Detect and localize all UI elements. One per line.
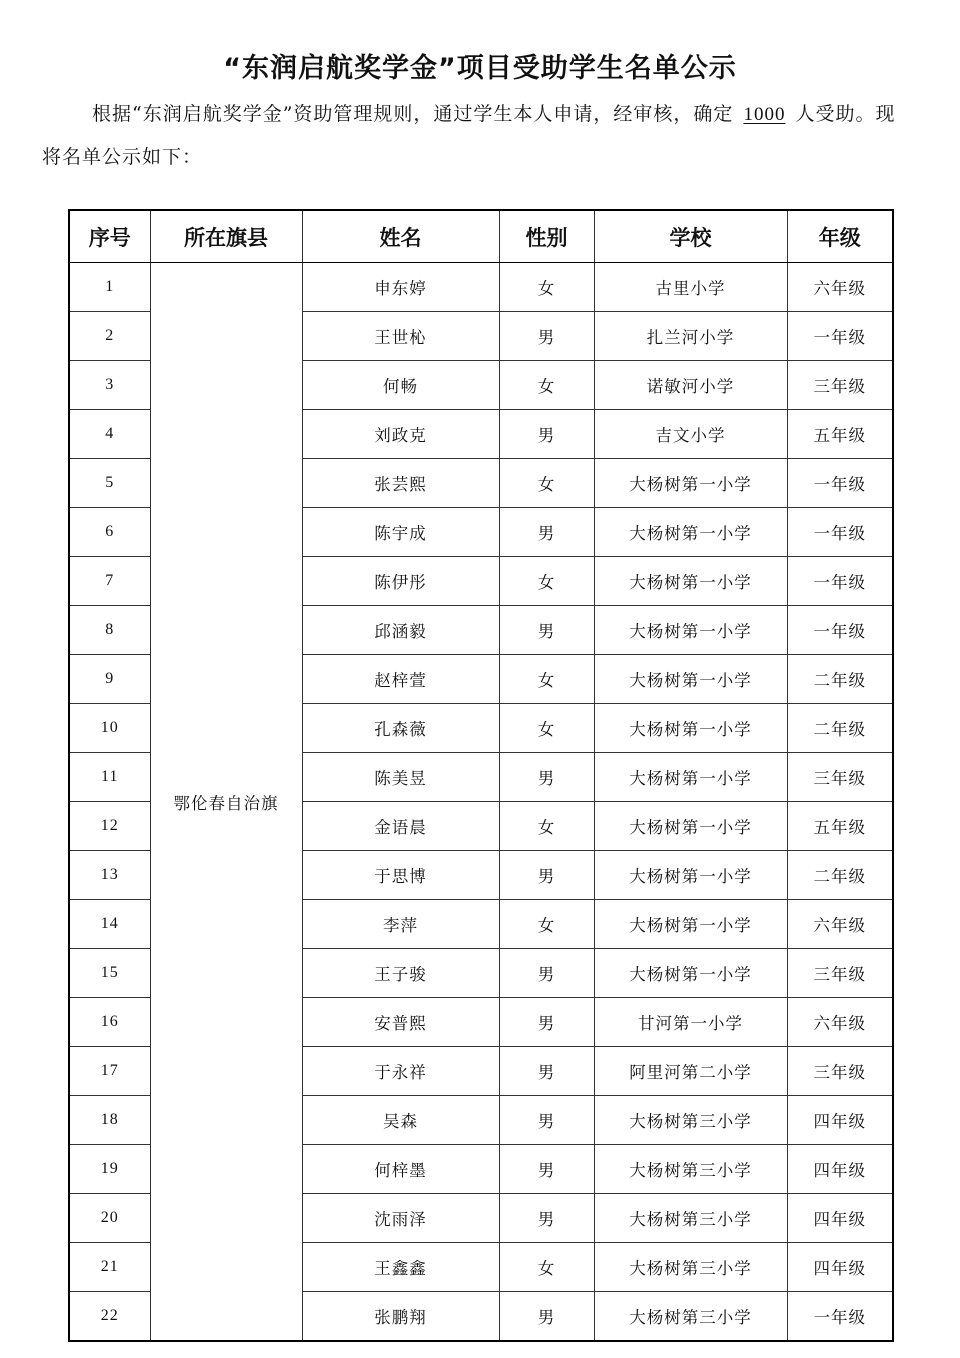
- cell-name: 申东婷: [302, 263, 499, 312]
- cell-seq: 8: [69, 606, 150, 655]
- cell-gender: 男: [499, 998, 594, 1047]
- cell-county: 鄂伦春自治旗: [150, 263, 302, 1342]
- cell-gender: 女: [499, 459, 594, 508]
- cell-grade: 四年级: [787, 1096, 893, 1145]
- cell-name: 于永祥: [302, 1047, 499, 1096]
- cell-gender: 女: [499, 1243, 594, 1292]
- cell-name: 于思博: [302, 851, 499, 900]
- table-header-row: [69, 210, 893, 263]
- cell-school: 大杨树第三小学: [594, 1292, 787, 1342]
- cell-gender: 男: [499, 1096, 594, 1145]
- cell-name: 赵梓萱: [302, 655, 499, 704]
- cell-seq: 19: [69, 1145, 150, 1194]
- page-title: “东润启航奖学金”项目受助学生名单公示: [223, 53, 737, 84]
- cell-name: 沈雨泽: [302, 1194, 499, 1243]
- cell-grade: 五年级: [787, 802, 893, 851]
- cell-gender: 女: [499, 263, 594, 312]
- cell-grade: 四年级: [787, 1243, 893, 1292]
- cell-gender: 女: [499, 802, 594, 851]
- cell-school: 扎兰河小学: [594, 312, 787, 361]
- cell-name: 何梓墨: [302, 1145, 499, 1194]
- cell-school: 大杨树第一小学: [594, 949, 787, 998]
- cell-seq: 9: [69, 655, 150, 704]
- cell-seq: 11: [69, 753, 150, 802]
- cell-name: 金语晨: [302, 802, 499, 851]
- cell-seq: 22: [69, 1292, 150, 1342]
- cell-seq: 3: [69, 361, 150, 410]
- cell-seq: 10: [69, 704, 150, 753]
- cell-grade: 五年级: [787, 410, 893, 459]
- cell-seq: 21: [69, 1243, 150, 1292]
- header-seq: 序号: [69, 210, 150, 263]
- cell-name: 陈美昱: [302, 753, 499, 802]
- cell-school: 大杨树第三小学: [594, 1243, 787, 1292]
- cell-seq: 1: [69, 263, 150, 312]
- cell-school: 大杨树第一小学: [594, 655, 787, 704]
- cell-seq: 6: [69, 508, 150, 557]
- cell-name: 何畅: [302, 361, 499, 410]
- cell-gender: 男: [499, 851, 594, 900]
- cell-name: 孔森薇: [302, 704, 499, 753]
- cell-seq: 4: [69, 410, 150, 459]
- cell-grade: 四年级: [787, 1145, 893, 1194]
- header-county: 所在旗县: [150, 210, 302, 263]
- cell-seq: 16: [69, 998, 150, 1047]
- cell-grade: 一年级: [787, 459, 893, 508]
- cell-school: 吉文小学: [594, 410, 787, 459]
- cell-grade: 四年级: [787, 1194, 893, 1243]
- cell-gender: 男: [499, 606, 594, 655]
- cell-seq: 14: [69, 900, 150, 949]
- cell-name: 王鑫鑫: [302, 1243, 499, 1292]
- cell-grade: 三年级: [787, 753, 893, 802]
- cell-gender: 女: [499, 557, 594, 606]
- cell-seq: 15: [69, 949, 150, 998]
- intro-recipient-count: 1000: [743, 104, 786, 125]
- cell-gender: 男: [499, 949, 594, 998]
- cell-seq: 2: [69, 312, 150, 361]
- cell-name: 陈宇成: [302, 508, 499, 557]
- cell-school: 大杨树第一小学: [594, 900, 787, 949]
- cell-school: 大杨树第一小学: [594, 851, 787, 900]
- cell-grade: 一年级: [787, 312, 893, 361]
- header-school: 学校: [594, 210, 787, 263]
- cell-school: 大杨树第三小学: [594, 1096, 787, 1145]
- cell-grade: 六年级: [787, 263, 893, 312]
- cell-grade: 一年级: [787, 606, 893, 655]
- header-grade: 年级: [787, 210, 893, 263]
- cell-grade: 一年级: [787, 1292, 893, 1342]
- cell-school: 古里小学: [594, 263, 787, 312]
- cell-name: 安普熙: [302, 998, 499, 1047]
- cell-grade: 一年级: [787, 557, 893, 606]
- cell-school: 甘河第一小学: [594, 998, 787, 1047]
- cell-name: 王子骏: [302, 949, 499, 998]
- cell-school: 大杨树第一小学: [594, 459, 787, 508]
- cell-gender: 男: [499, 1292, 594, 1342]
- cell-gender: 女: [499, 361, 594, 410]
- intro-text-after: 人受助。现将名单公示如下：: [42, 103, 896, 168]
- cell-seq: 20: [69, 1194, 150, 1243]
- cell-seq: 12: [69, 802, 150, 851]
- header-name: 姓名: [302, 210, 499, 263]
- cell-seq: 13: [69, 851, 150, 900]
- cell-seq: 18: [69, 1096, 150, 1145]
- cell-school: 大杨树第三小学: [594, 1194, 787, 1243]
- cell-grade: 三年级: [787, 1047, 893, 1096]
- cell-school: 大杨树第一小学: [594, 606, 787, 655]
- cell-grade: 二年级: [787, 655, 893, 704]
- cell-name: 吴森: [302, 1096, 499, 1145]
- cell-school: 大杨树第三小学: [594, 1145, 787, 1194]
- cell-name: 王世杺: [302, 312, 499, 361]
- table-body: [69, 263, 893, 1342]
- header-gender: 性别: [499, 210, 594, 263]
- cell-grade: 六年级: [787, 900, 893, 949]
- cell-grade: 一年级: [787, 508, 893, 557]
- intro-paragraph: [42, 93, 912, 179]
- cell-gender: 女: [499, 655, 594, 704]
- cell-grade: 三年级: [787, 361, 893, 410]
- cell-name: 陈伊彤: [302, 557, 499, 606]
- cell-seq: 17: [69, 1047, 150, 1096]
- cell-name: 张鹏翔: [302, 1292, 499, 1342]
- cell-gender: 男: [499, 1145, 594, 1194]
- cell-grade: 二年级: [787, 851, 893, 900]
- cell-name: 邱涵毅: [302, 606, 499, 655]
- cell-school: 大杨树第一小学: [594, 753, 787, 802]
- cell-school: 大杨树第一小学: [594, 508, 787, 557]
- cell-seq: 7: [69, 557, 150, 606]
- cell-school: 大杨树第一小学: [594, 557, 787, 606]
- cell-gender: 男: [499, 1047, 594, 1096]
- table-row: [69, 263, 893, 312]
- cell-school: 大杨树第一小学: [594, 704, 787, 753]
- cell-gender: 男: [499, 508, 594, 557]
- cell-name: 李萍: [302, 900, 499, 949]
- cell-seq: 5: [69, 459, 150, 508]
- cell-gender: 男: [499, 410, 594, 459]
- intro-text-before: 根据“东润启航奖学金”资助管理规则，通过学生本人申请，经审核，确定: [92, 103, 734, 125]
- cell-school: 大杨树第一小学: [594, 802, 787, 851]
- cell-school: 诺敏河小学: [594, 361, 787, 410]
- cell-grade: 三年级: [787, 949, 893, 998]
- cell-gender: 女: [499, 704, 594, 753]
- cell-gender: 男: [499, 1194, 594, 1243]
- cell-grade: 二年级: [787, 704, 893, 753]
- cell-name: 张芸熙: [302, 459, 499, 508]
- cell-name: 刘政克: [302, 410, 499, 459]
- cell-gender: 女: [499, 900, 594, 949]
- cell-gender: 男: [499, 753, 594, 802]
- cell-school: 阿里河第二小学: [594, 1047, 787, 1096]
- cell-grade: 六年级: [787, 998, 893, 1047]
- recipient-table: [68, 209, 894, 1342]
- cell-gender: 男: [499, 312, 594, 361]
